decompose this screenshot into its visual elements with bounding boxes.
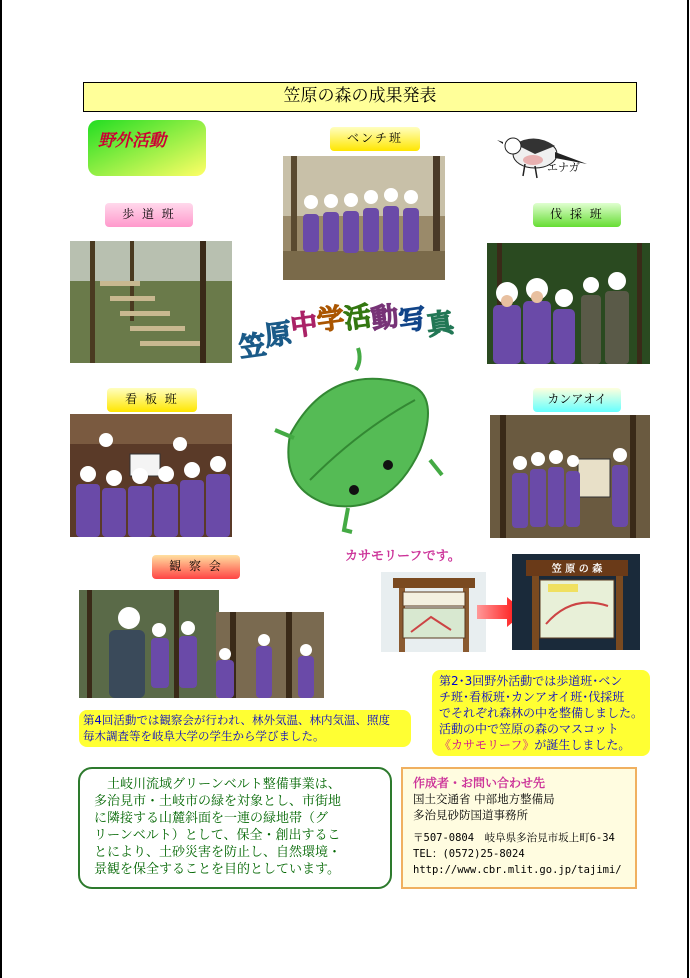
photo-sign-before xyxy=(381,572,486,652)
activity-note-line2: チ班･看板班･カンアオイ班･伐採班 xyxy=(439,690,625,704)
svg-text:笠原中学活動写真: 笠原中学活動写真 xyxy=(237,300,456,362)
greenbelt-line3: に隣接する山麓斜面を一連の緑地帯（グ xyxy=(94,811,329,826)
badge-observation-group: 観 察 会 xyxy=(152,555,240,579)
bird-illustration xyxy=(495,124,590,184)
greenbelt-line6: 景観を保全することを目的としています。 xyxy=(94,862,340,877)
activity-note xyxy=(432,670,650,756)
contact-address: 〒507-0804 岐阜県多治見市坂上町6-34 xyxy=(413,832,615,844)
page-title: 笠原の森の成果発表 xyxy=(83,82,637,112)
sign-text: 笠 原 の 森 xyxy=(551,564,603,575)
mascot-leaf-illustration xyxy=(270,340,450,540)
mascot-caption: カサモリーフです。 xyxy=(345,549,461,564)
observation-note-line2: 毎木調査等を岐阜大学の学生から学びました。 xyxy=(83,729,325,743)
badge-logging-group: 伐 採 班 xyxy=(533,203,621,227)
photo-bench-group xyxy=(283,156,445,280)
greenbelt-line1: 土岐川流域グリーンベルト整備事業は、 xyxy=(94,777,341,792)
contact-tel: TEL：(0572)25-8024 xyxy=(413,848,525,860)
photo-logging-group xyxy=(487,243,650,364)
mascot-name: 《カサモリーフ》 xyxy=(439,738,535,752)
activity-note-line4: 活動の中で笠原の森のマスコット xyxy=(439,722,619,736)
activity-note-line5: が誕生しました。 xyxy=(534,738,631,752)
page-border-right xyxy=(687,0,689,978)
photo-signboard-group xyxy=(70,414,232,537)
contact-org1: 国土交通省 中部地方整備局 xyxy=(413,792,555,806)
contact-org2: 多治見砂防国道事務所 xyxy=(413,808,528,822)
photo-kanaoi-group xyxy=(490,415,650,538)
bird-label: エナガ xyxy=(547,161,580,174)
badge-bench-group: ベンチ班 xyxy=(330,127,420,151)
section-label-outdoor: 野外活動 xyxy=(88,120,206,176)
badge-signboard-group: 看 板 班 xyxy=(107,388,197,412)
page-border-left xyxy=(0,0,2,978)
greenbelt-line5: とにより、土砂災害を防止し、自然環境・ xyxy=(94,845,342,860)
greenbelt-line4: リーンベルト）として、保全・創出するこ xyxy=(94,828,341,843)
activity-note-line1: 第2･3回野外活動では歩道班･ベン xyxy=(439,674,623,688)
photo-observation-1 xyxy=(79,590,219,698)
badge-walkway-group: 歩 道 班 xyxy=(105,203,193,227)
badge-kanaoi-group: カンアオイ xyxy=(533,388,621,412)
photo-sign-after xyxy=(512,554,640,650)
activity-note-line3: でそれぞれ森林の中を整備しました。 xyxy=(439,706,644,720)
observation-note-line1: 第4回活動では観察会が行われ、林外気温、林内気温、照度 xyxy=(83,713,391,727)
photo-observation-2 xyxy=(216,612,324,698)
observation-note xyxy=(79,710,411,747)
contact-box xyxy=(401,767,637,889)
contact-heading: 作成者・お問い合わせ先 xyxy=(413,776,546,790)
greenbelt-description xyxy=(78,767,392,889)
contact-url[interactable]: http://www.cbr.mlit.go.jp/tajimi/ xyxy=(413,864,622,876)
photo-walkway-group xyxy=(70,241,232,363)
greenbelt-line2: 多治見市・土岐市の緑を対象とし、市街地 xyxy=(94,794,342,809)
